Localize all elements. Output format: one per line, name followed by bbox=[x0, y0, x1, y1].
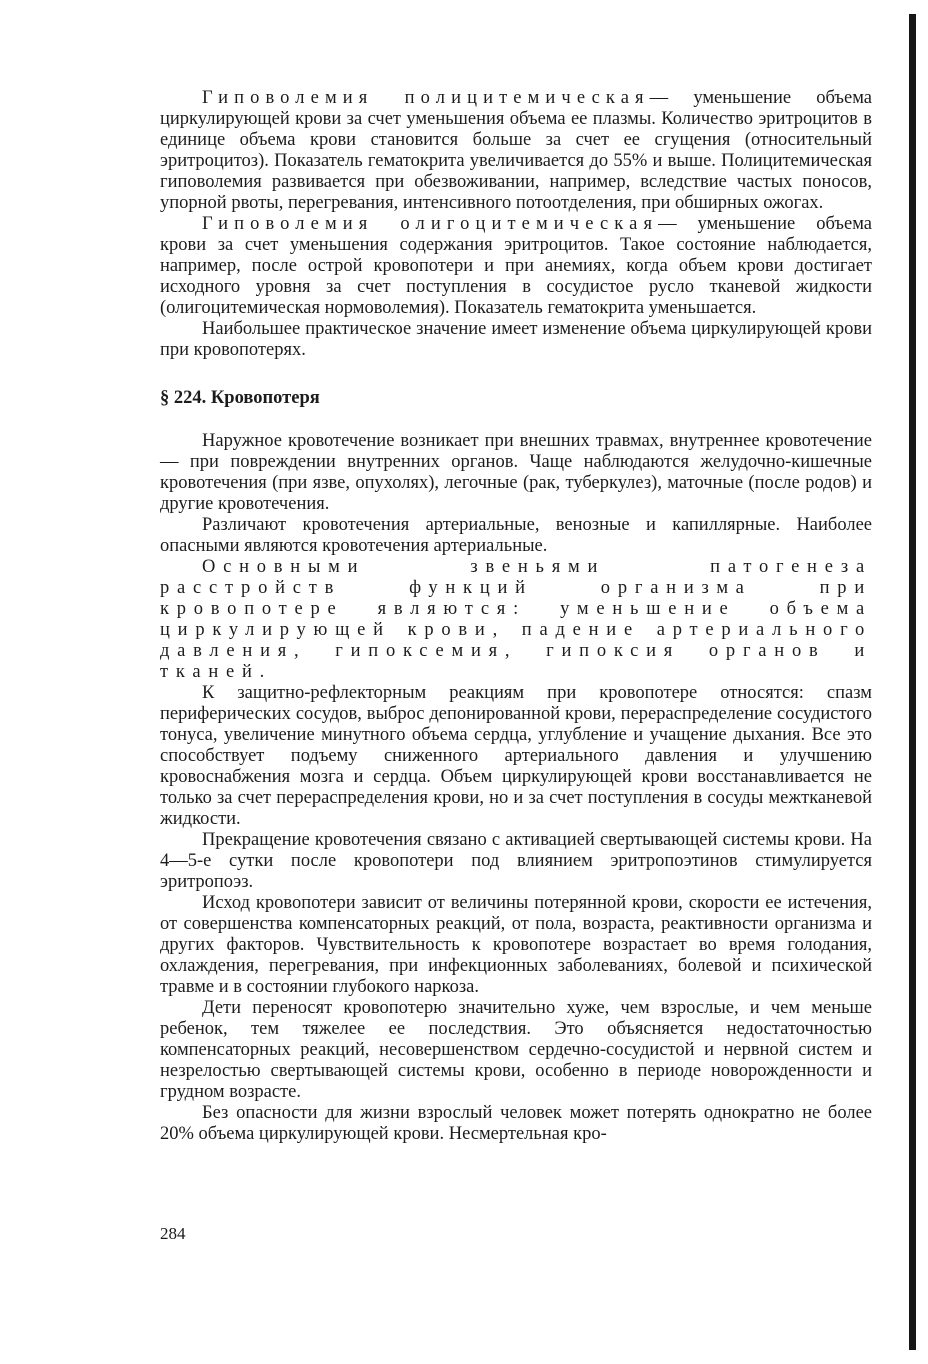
page-number: 284 bbox=[160, 1224, 186, 1243]
paragraph-bleeding-types: Различают кровотечения артериальные, венозные и капиллярные. Наиболее опасными являются кровотечения артериальные. bbox=[160, 515, 872, 556]
paragraph-protective-reflexes: К защитно-рефлекторным реакциям при кровопотере относятся: спазм периферических сосудов, выброс депонированной крови, перераспределение сосудистого тонуса, увеличение минутного объема сердца, углубление и учащение дыхания. Все это способствует подъему сниженного артериального давления и улучшению кровоснабжения мозга и сердца. Объем циркулирующей крови восстанавливается не только за счет перераспределения крови, но и за счет поступления в сосуды межтканевой жидкости. bbox=[160, 683, 872, 829]
term-oligocythemic: Гиповолемия олигоцитемическая bbox=[202, 214, 659, 234]
paragraph-external-internal-bleeding: Наружное кровотечение возникает при внешних травмах, внутреннее кровотечение — при повреждении внутренних органов. Чаще наблюдаются желудочно-кишечные кровотечения (при язве, опухолях), легочные (рак, туберкулез), маточные (после родов) и другие кровотечения. bbox=[160, 431, 872, 514]
paragraph-hypovolemia-oligocythemic bbox=[160, 214, 872, 319]
paragraph-body: — уменьшение объема крови за счет уменьшения содержания эритроцитов. Такое состояние наблюдается, например, после острой кровопотери и при анемиях, когда объем крови достигает исходного уровня за счет поступления в сосудистое русло тканевой жидкости (олигоцитемическая нормоволемия). Показатель гематокрита уменьшается. bbox=[160, 214, 872, 318]
paragraph-children: Дети переносят кровопотерю значительно хуже, чем взрослые, и чем меньше ребенок, тем тяжелее ее последствия. Это объясняется недостаточностью компенсаторных реакций, несовершенством сердечно-сосудистой и нервной систем и незрелостью свертывающей системы крови, особенно в периоде новорожденности и грудном возрасте. bbox=[160, 998, 872, 1102]
paragraph-safe-loss: Без опасности для жизни взрослый человек может потерять однократно не более 20% объема циркулирующей крови. Несмертельная кро- bbox=[160, 1103, 872, 1144]
section-heading: § 224. Кровопотеря bbox=[160, 388, 320, 408]
text-column bbox=[160, 88, 872, 1145]
paragraph-bleeding-stop: Прекращение кровотечения связано с активацией свертывающей системы крови. На 4—5-е сутки после кровопотери под влиянием эритропоэтинов стимулируется эритропоэз. bbox=[160, 830, 872, 892]
paragraph-outcome: Исход кровопотери зависит от величины потерянной крови, скорости ее истечения, от совершенства компенсаторных реакций, от пола, возраста, реактивности организма и других факторов. Чувствительность к кровопотере возрастает во время голодания, охлаждения, перегревания, при инфекционных заболеваниях, болевой и психической травме и в состоянии глубокого наркоза. bbox=[160, 893, 872, 997]
paragraph-pathogenesis: Основными звеньями патогенеза расстройств функций организма при кровопотере являются: уменьшение объема циркулирующей крови, падение артериального давления, гипоксемия, гипоксия органов и тканей. bbox=[160, 557, 872, 682]
paragraph-body: — уменьшение объема циркулирующей крови за счет уменьшения объема ее плазмы. Количество эритроцитов в единице объема крови становится больше за счет ее сгущения (относительный эритроцитоз). Показатель гематокрита увеличивается до 55% и выше. Полицитемическая гиповолемия развивается при обезвоживании, например, вследствие частых поносов, упорной рвоты, перегревания, интенсивного потоотделения, при обширных ожогах. bbox=[160, 88, 872, 213]
paragraph-hypovolemia-polycythemic bbox=[160, 88, 872, 214]
paragraph-practical-significance: Наибольшее практическое значение имеет изменение объема циркулирующей крови при кровопотерях. bbox=[160, 319, 872, 360]
scan-edge-bar bbox=[909, 14, 916, 1350]
term-polycythemic: Гиповолемия полицитемическая bbox=[202, 88, 650, 108]
